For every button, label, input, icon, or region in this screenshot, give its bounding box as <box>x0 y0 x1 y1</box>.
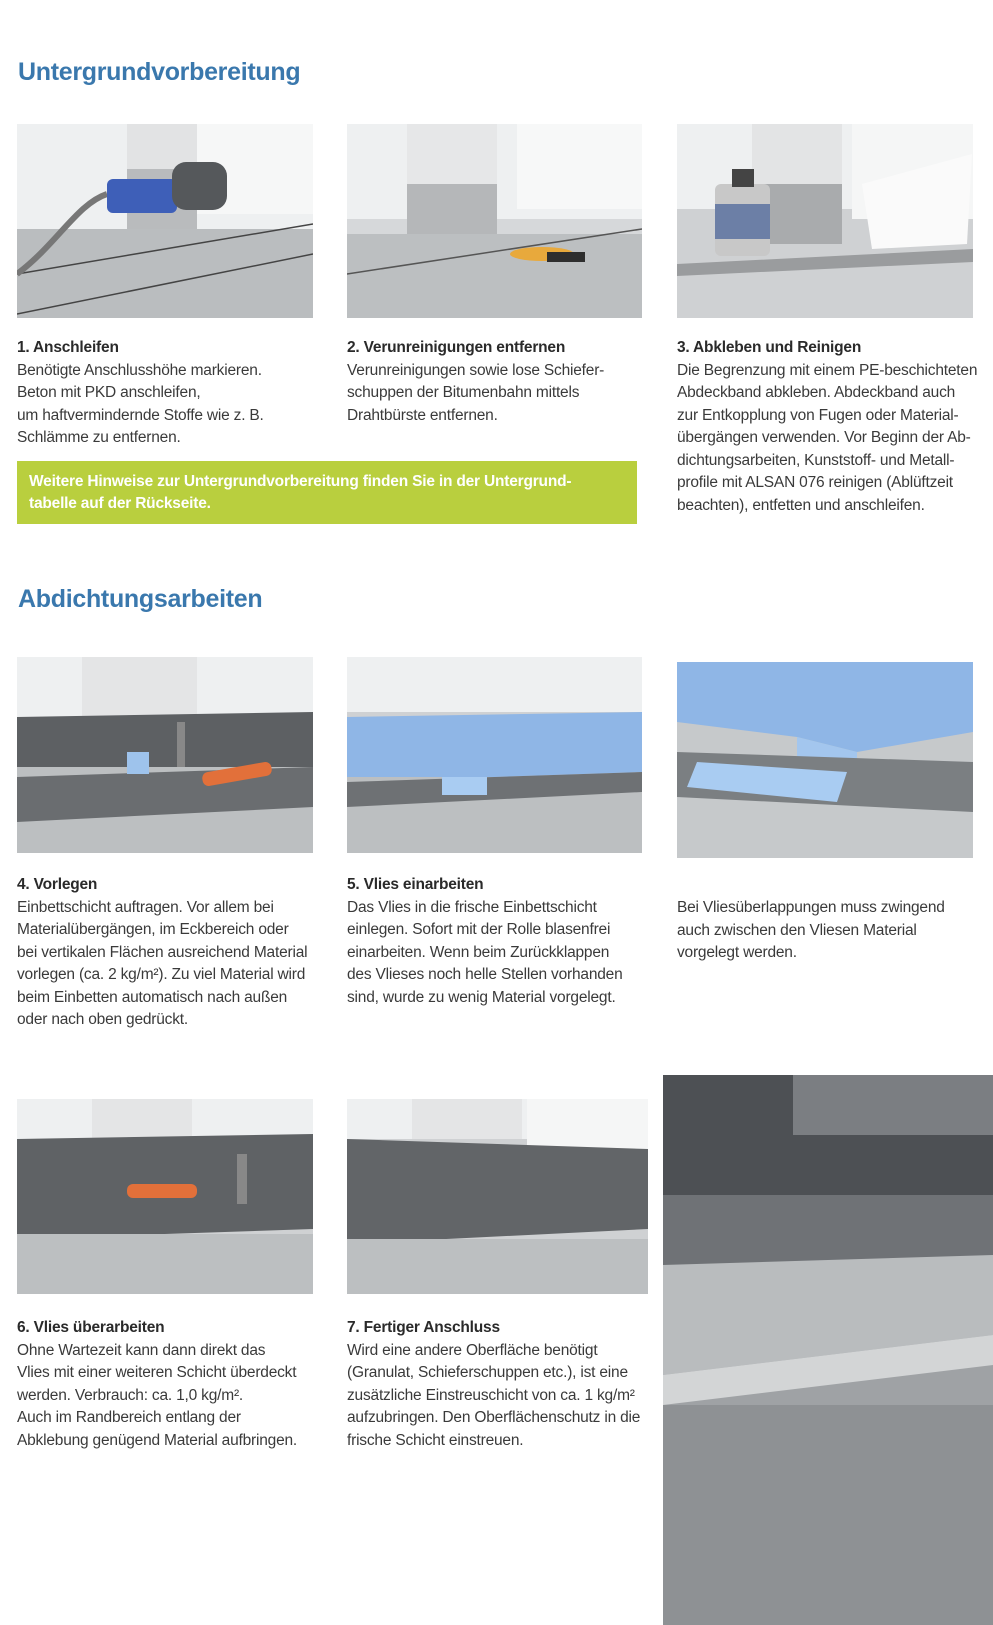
step-3-title: 3. Abkleben und Reinigen <box>677 339 862 356</box>
step-5-title: 5. Vlies einarbeiten <box>347 876 484 893</box>
step-4 <box>17 874 327 1032</box>
photo-brushing <box>347 124 642 318</box>
photo-taping <box>677 124 973 318</box>
step-5 <box>347 874 647 1009</box>
step-4-text: Einbettschicht auftragen. Vor allem bei Materialübergängen, im Eckbereich oder bei vertikalen Flächen ausreichend Material vorlegen (ca. 2 kg/m²). Zu viel Material wird beim Einbetten automatisch nach außen oder nach oben gedrückt. <box>17 898 308 1028</box>
step-7-title: 7. Fertiger Anschluss <box>347 1319 500 1336</box>
section-title-sealing: Abdichtungsarbeiten <box>18 585 263 613</box>
photo-priming <box>17 657 313 853</box>
step-3-text: Die Begrenzung mit einem PE-beschichteten Abdeckband abkleben. Abdeckband auch zur Entkopplung von Fugen oder Material- übergängen verwenden. Vor Beginn der Ab- dichtungsarbeiten, Kunststoff- und Metall- profile mit ALSAN 076 reinigen (Ablüftzeit beachten), entfetten und anschleifen. <box>677 361 978 514</box>
step-6-text: Ohne Wartezeit kann dann direkt das Vlies mit einer weiteren Schicht überdeckt werden. Verbrauch: ca. 1,0 kg/m². Auch im Randbereich entlang der Abklebung genügend Material aufbringen. <box>17 1341 298 1449</box>
info-note: Weitere Hinweise zur Untergrundvorbereitung finden Sie in der Untergrund- tabelle auf der Rückseite. <box>17 461 637 524</box>
step-7-text: Wird eine andere Oberfläche benötigt (Granulat, Schieferschuppen etc.), ist eine zusätzliche Einstreuschicht von ca. 1 kg/m² aufzubringen. Den Oberflächenschutz in die frische Schicht einstreuen. <box>347 1341 641 1449</box>
photo-finished <box>347 1099 648 1294</box>
step-1-text: Benötigte Anschlusshöhe markieren. Beton mit PKD anschleifen, um haftvermindernde Stoffe wie z. B. Schlämme zu entfernen. <box>17 361 264 446</box>
photo-fleece-embedding <box>347 657 642 853</box>
photo-detail-large <box>663 1075 993 1625</box>
overlap-note-text: Bei Vliesüberlappungen muss zwingend auch zwischen den Vliesen Material vorgelegt werden. <box>677 899 945 961</box>
step-2-title: 2. Verunreinigungen entfernen <box>347 339 566 356</box>
step-2-text: Verunreinigungen sowie lose Schiefer- schuppen der Bitumenbahn mittels Drahtbürste entfernen. <box>347 361 605 424</box>
step-2 <box>347 337 647 427</box>
step-5-text: Das Vlies in die frische Einbettschicht einlegen. Sofort mit der Rolle blasenfrei einarbeiten. Wenn beim Zurückklappen des Vlieses noch helle Stellen vorhanden sind, wurde zu wenig Material vorgelegt. <box>347 898 623 1006</box>
step-7 <box>347 1317 652 1452</box>
step-1-title: 1. Anschleifen <box>17 339 119 356</box>
step-4-title: 4. Vorlegen <box>17 876 98 893</box>
overlap-note <box>677 897 977 965</box>
photo-fleece-overlap <box>677 662 973 858</box>
step-6 <box>17 1317 327 1452</box>
photo-grinding <box>17 124 313 318</box>
photo-topcoat <box>17 1099 313 1294</box>
section-title-preparation: Untergrundvorbereitung <box>18 58 301 86</box>
step-1 <box>17 337 317 450</box>
step-6-title: 6. Vlies überarbeiten <box>17 1319 165 1336</box>
step-3 <box>677 337 987 517</box>
